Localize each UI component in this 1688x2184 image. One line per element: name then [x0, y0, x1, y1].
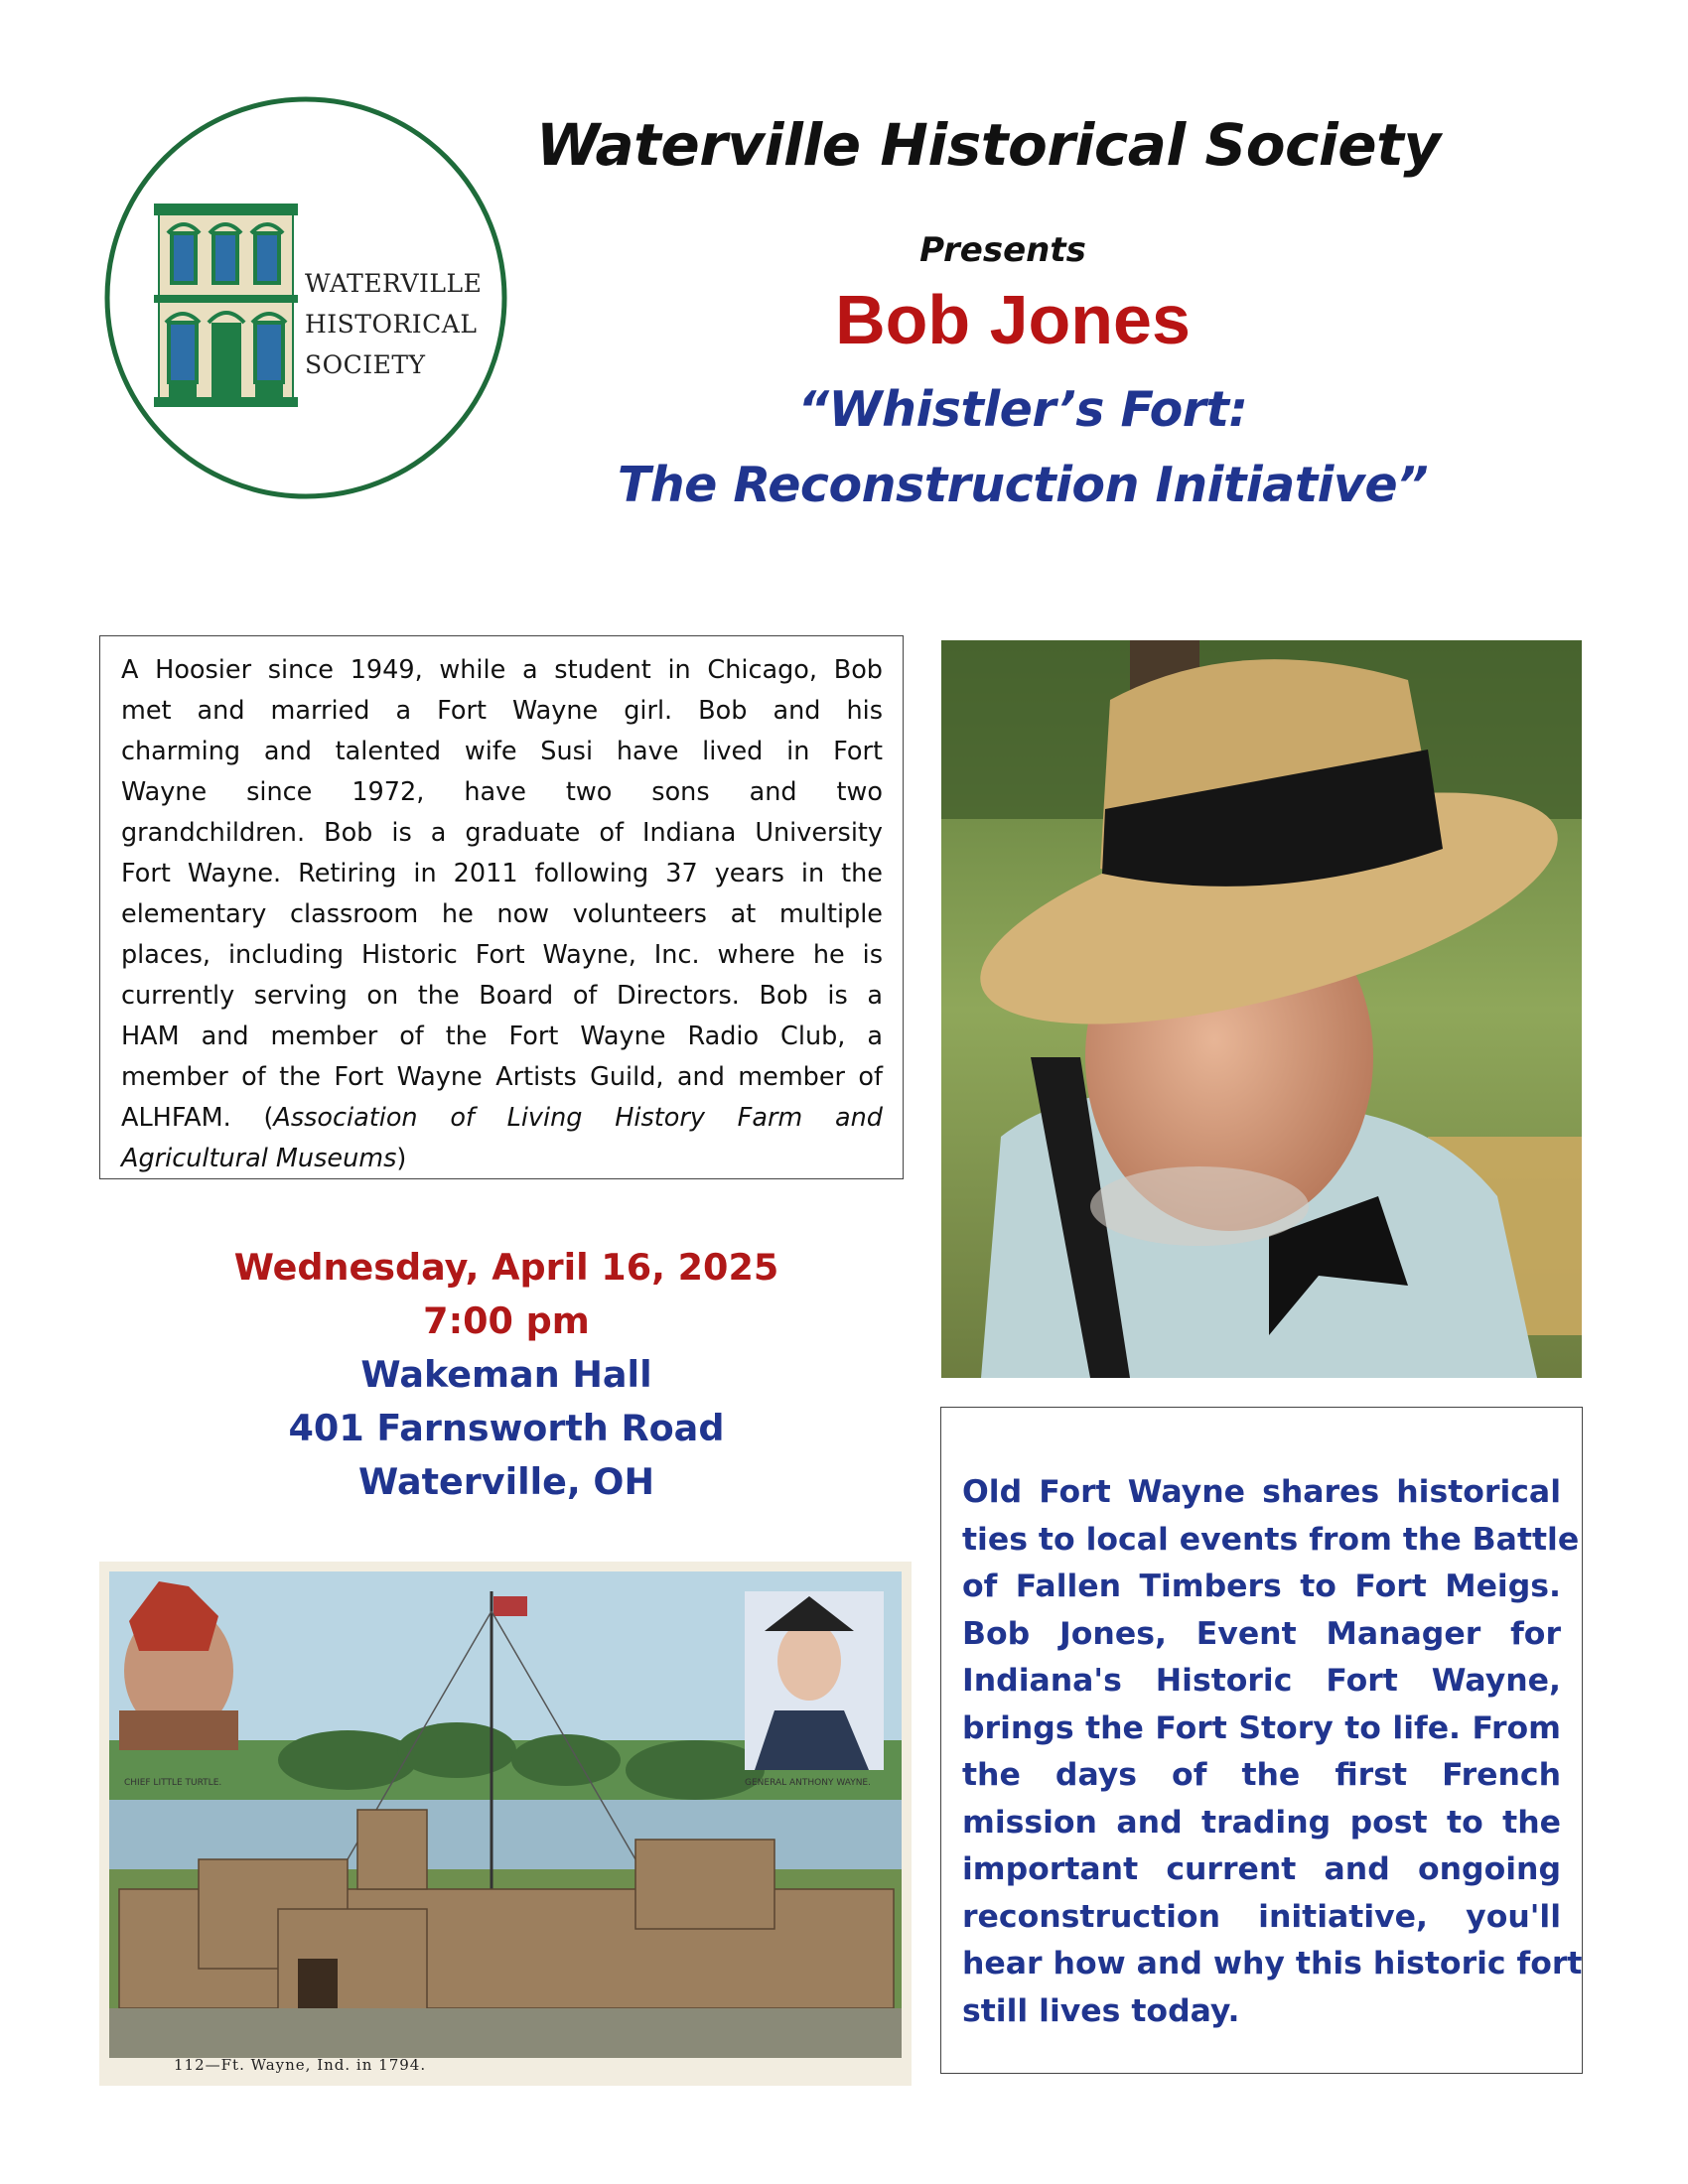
bio-line: HAM and member of the Fort Wayne Radio Club, a — [121, 1022, 883, 1051]
description-line: still lives today. — [962, 1992, 1240, 2029]
talk-title-line-1: “Whistler’s Fort: — [797, 381, 1248, 438]
bio-association-name-end: Agricultural Museums — [121, 1144, 397, 1173]
society-logo — [94, 84, 521, 511]
event-city: Waterville, OH — [357, 1460, 655, 1503]
speaker-bio-box — [99, 635, 904, 1179]
description-line: important current and ongoing — [962, 1851, 1561, 1887]
general-anthony-wayne-portrait — [745, 1591, 884, 1770]
logo-line-3: SOCIETY — [305, 350, 426, 379]
speaker-portrait-photo — [941, 640, 1582, 1378]
event-date: Wednesday, April 16, 2025 — [233, 1246, 779, 1289]
society-title: Waterville Historical Society — [536, 111, 1441, 179]
logo-wordmark — [305, 263, 503, 385]
bio-line — [121, 1098, 883, 1139]
description-line: mission and trading post to the — [962, 1804, 1561, 1841]
bio-line: charming and talented wife Susi have lived in Fort — [121, 737, 883, 766]
talk-description-box — [940, 1407, 1583, 2074]
bio-line: member of the Fort Wayne Artists Guild, and member of — [121, 1062, 883, 1092]
fort-illustration — [99, 1562, 912, 2086]
bio-line: grandchildren. Bob is a graduate of Indiana University — [121, 818, 883, 848]
description-line: Old Fort Wayne shares historical — [962, 1474, 1561, 1510]
description-line: hear how and why this historic fort — [962, 1946, 1583, 1981]
description-line: Bob Jones, Event Manager for — [962, 1615, 1561, 1652]
presents-label: Presents — [919, 230, 1086, 270]
postcard-label-right: GENERAL ANTHONY WAYNE. — [745, 1778, 871, 1788]
bio-line: currently serving on the Board of Directors. Bob is a — [121, 981, 883, 1011]
building-icon — [154, 204, 298, 407]
description-line: reconstruction initiative, you'll — [962, 1898, 1561, 1935]
bio-line: Fort Wayne. Retiring in 2011 following 37 years in the — [121, 859, 883, 888]
logo-line-1: WATERVILLE — [305, 269, 483, 298]
speaker-name: Bob Jones — [835, 281, 1191, 358]
postcard-label-left: CHIEF LITTLE TURTLE. — [124, 1778, 222, 1788]
talk-title-line-2: The Reconstruction Initiative” — [617, 457, 1429, 513]
description-line: of Fallen Timbers to Fort Meigs. — [962, 1569, 1561, 1604]
portrait-photo — [941, 640, 1582, 1378]
bio-line: Wayne since 1972, have two sons and two — [121, 777, 883, 807]
event-venue: Wakeman Hall — [360, 1353, 652, 1396]
description-line: ties to local events from the Battle — [962, 1521, 1580, 1558]
bio-alhfam: ALHFAM. ( — [121, 1103, 274, 1133]
bio-line: A Hoosier since 1949, while a student in Chicago, Bob — [121, 655, 883, 685]
bio-close-paren: ) — [396, 1144, 407, 1173]
description-line: brings the Fort Story to life. From — [962, 1709, 1561, 1746]
event-time: 7:00 pm — [423, 1299, 590, 1342]
bio-line: met and married a Fort Wayne girl. Bob and his — [121, 696, 883, 726]
description-line: the days of the first French — [962, 1757, 1561, 1793]
bio-line — [121, 1139, 883, 1179]
event-street-address: 401 Farnsworth Road — [288, 1407, 725, 1449]
description-line: Indiana's Historic Fort Wayne, — [962, 1663, 1561, 1699]
bio-line: places, including Historic Fort Wayne, Inc. where he is — [121, 940, 883, 970]
bio-association-name: Association of Living History Farm and — [273, 1103, 883, 1133]
logo-line-2: HISTORICAL — [305, 310, 478, 339]
fort-wayne-postcard — [99, 1562, 912, 2086]
bio-line: elementary classroom he now volunteers at multiple — [121, 899, 883, 929]
postcard-caption: 112—Ft. Wayne, Ind. in 1794. — [174, 2056, 427, 2074]
